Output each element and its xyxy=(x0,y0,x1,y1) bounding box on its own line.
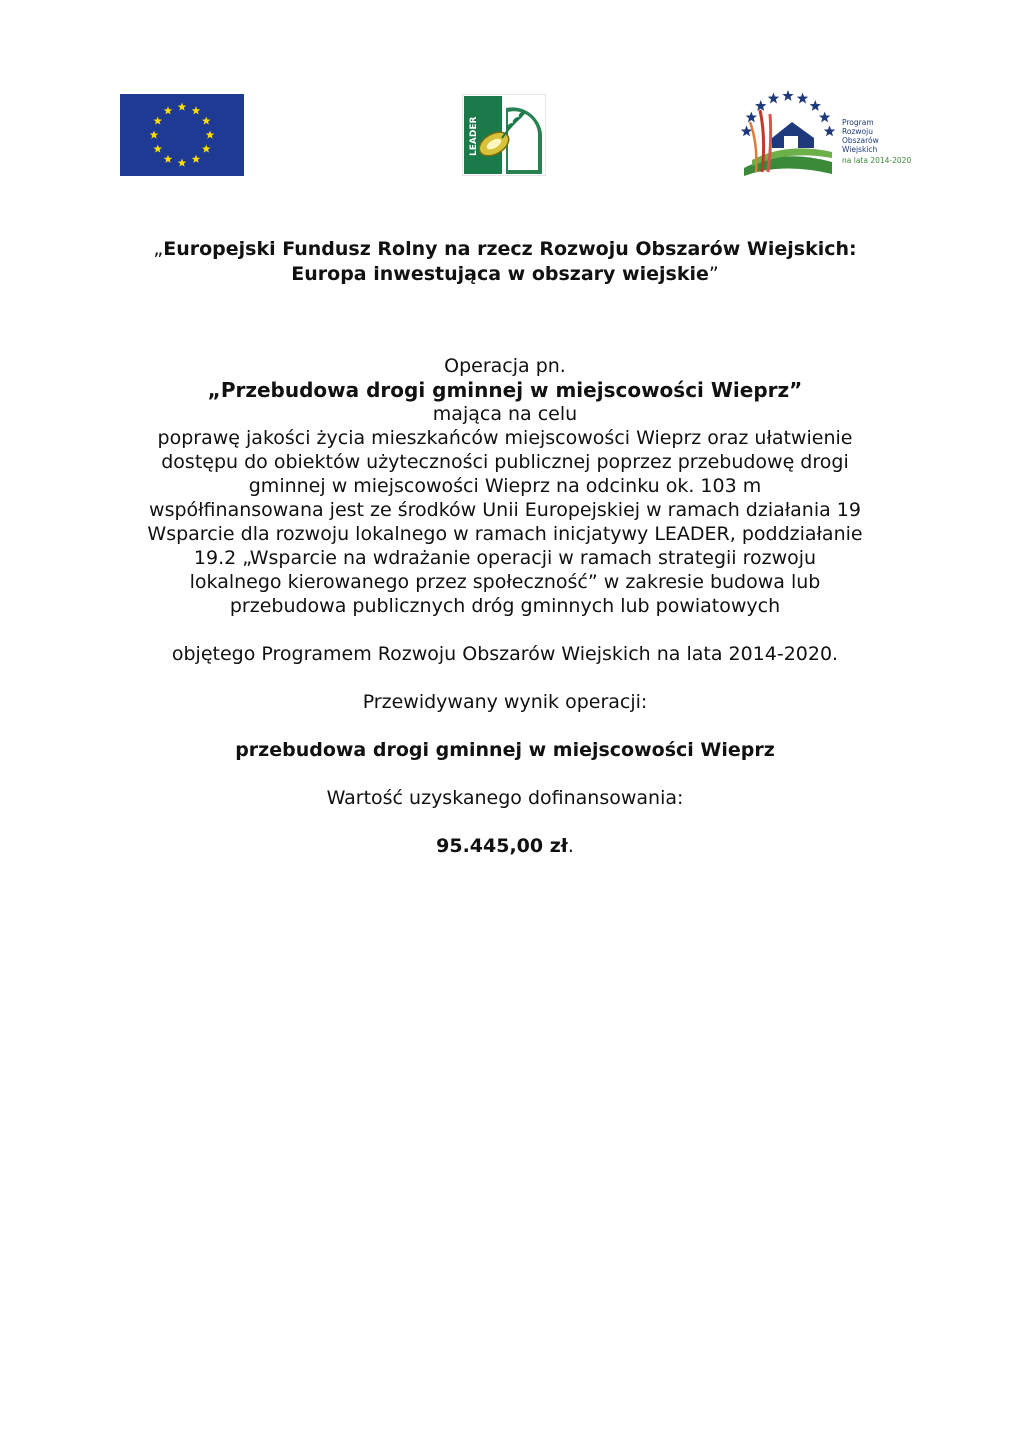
svg-text:LEADER: LEADER xyxy=(469,116,479,156)
funding-label: Wartość uzyskanego dofinansowania: xyxy=(326,787,684,809)
eu-flag-icon xyxy=(120,94,244,176)
prow-star-icon xyxy=(782,90,793,101)
logo-bar xyxy=(0,88,1010,188)
program-line: objętego Programem Rozwoju Obszarów Wiejskich na lata 2014-2020. xyxy=(171,643,839,665)
eu-star-icon xyxy=(164,106,173,114)
eu-star-icon xyxy=(202,117,211,125)
operation-line: współfinansowana jest ze środków Unii Europejskiej w ramach działania 19 xyxy=(149,499,861,521)
prow-star-icon xyxy=(819,111,830,122)
eu-star-icon xyxy=(192,155,201,163)
fund-title xyxy=(80,237,930,287)
eu-star-icon xyxy=(206,131,215,139)
eu-star-icon xyxy=(192,106,201,114)
eu-star-icon xyxy=(150,131,159,139)
prow-star-icon xyxy=(768,93,779,104)
funding-amount: 95.445,00 zł. xyxy=(436,835,574,857)
prow-star-icon xyxy=(824,125,835,136)
operation-intro: Operacja pn. xyxy=(444,355,566,377)
result-value: przebudowa drogi gminnej w miejscowości Wieprz xyxy=(235,739,775,761)
operation-goal-label: mająca na celu xyxy=(432,403,578,425)
prow-star-icon xyxy=(755,100,766,111)
operation-line: Wsparcie dla rozwoju lokalnego w ramach inicjatywy LEADER, poddziałanie xyxy=(147,523,863,545)
eu-star-icon xyxy=(164,155,173,163)
prow-logo-icon xyxy=(732,88,912,180)
operation-line: gminnej w miejscowości Wieprz na odcinku ok. 103 m xyxy=(248,475,762,497)
operation-line: lokalnego kierowanego przez społeczność” w zakresie budowa lub xyxy=(189,571,821,593)
prow-star-icon xyxy=(746,111,757,122)
operation-line: 19.2 „Wsparcie na wdrażanie operacji w ramach strategii rozwoju xyxy=(193,547,817,569)
eu-star-icon xyxy=(153,145,162,153)
operation-line: poprawę jakości życia mieszkańców miejscowości Wieprz oraz ułatwienie xyxy=(157,427,853,449)
operation-description xyxy=(60,354,950,858)
operation-name: „Przebudowa drogi gminnej w miejscowości Wieprz” xyxy=(207,378,803,402)
eu-star-icon xyxy=(178,103,187,111)
leader-logo-icon xyxy=(462,94,546,176)
eu-star-icon xyxy=(202,145,211,153)
prow-logo-text: Program Rozwoju Obszarów Wiejskich na lata 2014-2020 xyxy=(842,118,912,165)
result-label: Przewidywany wynik operacji: xyxy=(362,691,648,713)
prow-star-icon xyxy=(797,93,808,104)
fund-title-line-1: „Europejski Fundusz Rolny na rzecz Rozwoju Obszarów Wiejskich: xyxy=(153,238,857,260)
fund-title-line-2: Europa inwestująca w obszary wiejskie” xyxy=(291,263,719,285)
prow-star-icon xyxy=(810,100,821,111)
eu-star-icon xyxy=(153,117,162,125)
operation-line: dostępu do obiektów użyteczności publicznej poprzez przebudowę drogi xyxy=(161,451,849,473)
eu-star-icon xyxy=(178,159,187,167)
operation-line: przebudowa publicznych dróg gminnych lub powiatowych xyxy=(229,595,781,617)
